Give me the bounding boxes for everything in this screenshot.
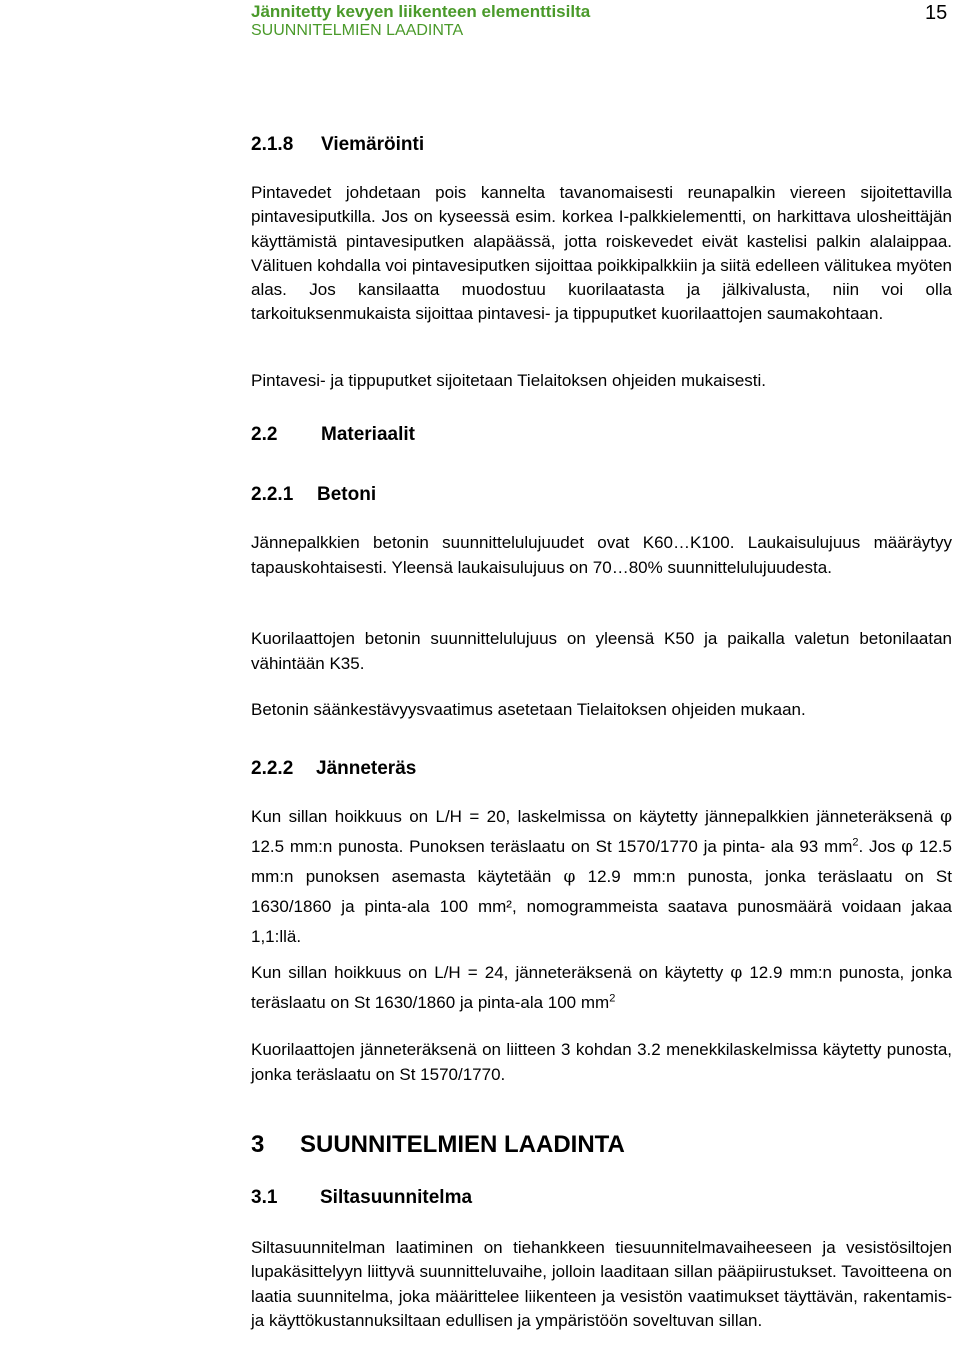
section-title-betoni: Betoni <box>317 484 377 505</box>
section-number-2-2-1: 2.2.1 <box>251 484 294 505</box>
section-title-viemarointi: Viemäröinti <box>321 134 425 155</box>
superscript-2: 2 <box>609 992 616 1005</box>
superscript-2: 2 <box>852 836 859 849</box>
paragraph-drainage-2: Pintavesi- ja tippuputket sijoitetaan Tielaitoksen ohjeiden mukaisesti. <box>251 371 767 390</box>
section-number-2-2-2: 2.2.2 <box>251 758 294 779</box>
section-number-3-1: 3.1 <box>251 1187 278 1208</box>
phi-symbol: φ <box>730 963 743 983</box>
phi-symbol: φ <box>940 807 952 827</box>
paragraph-steel-1 <box>251 802 952 952</box>
paragraph-concrete-1: Jännepalkkien betonin suunnittelulujuudet ovat K60…K100. Laukaisulujuus määräytyy tapauskohtaisesti. Yleensä laukaisulujuus on 70…80% suunnittelulujuudesta. <box>251 533 952 577</box>
section-title-siltasuunnitelma: Siltasuunnitelma <box>320 1187 473 1208</box>
section-title-materiaalit: Materiaalit <box>321 424 415 445</box>
section-number-2-2: 2.2 <box>251 424 278 445</box>
steel-1-part-a: Kun sillan hoikkuus on L/H = 20, laskelmissa on käytetty jännepalkkien jänneteräksenä <box>251 807 941 826</box>
steel-1-part-b: 12.5 mm:n punosta. Punoksen teräslaatu on St 1570/1770 ja pinta- ala 93 mm <box>251 837 853 856</box>
paragraph-drainage-1: Pintavedet johdetaan pois kannelta tavanomaisesti reunapalkin viereen sijoitettavilla pintavesiputkilla. Jos on kyseessä esim. korkea I-palkkielementti, on harkittava ulosheittäjän käyttämistä pintavesiputken alapäässä, jotta roiskevedet eivät kastelisi palkin alalaippaa. Välituen kohdalla voi pintavesiputken sijoittaa poikkipalkkiin ja siitä edelleen välitukea myöten alas. Jos kansilaatta muodostuu kuorilaatasta ja jälkivalusta, niin voi olla tarkoituksenmukaista sijoittaa pintavesi- ja tippuputket kuorilaattojen saumakohtaan. <box>251 183 952 324</box>
section-title-suunnitelmien-laadinta: SUUNNITELMIEN LAADINTA <box>300 1131 625 1158</box>
paragraph-concrete-3: Betonin säänkestävyysvaatimus asetetaan Tielaitoksen ohjeiden mukaan. <box>251 700 806 719</box>
steel-2-part-a: Kun sillan hoikkuus on L/H = 24, jänneteräksenä on käytetty <box>251 963 731 982</box>
paragraph-plan-1: Siltasuunnitelman laatiminen on tiehankkeen tiesuunnitelmavaiheeseen ja vesistösiltojen lupakäsittelyyn liittyvä suunnitteluvaihe, jolloin laaditaan sillan pääpiirustukset. Tavoitteena on laatia suunnitelma, joka määrittelee liikenteen ja vesistön vaatimukset täyttävän, rakentamis- ja käyttökustannuksiltaan edullisen ja ympäristöön soveltuvan sillan. <box>251 1238 952 1330</box>
section-title-janneteras: Jänneteräs <box>316 758 417 779</box>
paragraph-concrete-2: Kuorilaattojen betonin suunnittelulujuus on yleensä K50 ja paikalla valetun betonilaatan vähintään K35. <box>251 629 952 673</box>
section-number-3: 3 <box>251 1131 265 1158</box>
page-number: 15 <box>925 2 948 24</box>
header-subtitle: SUUNNITELMIEN LAADINTA <box>251 22 464 39</box>
phi-symbol: φ <box>901 837 914 857</box>
steel-1-part-e: 12.9 mm:n punosta, jonka teräslaatu on St 1630/1860 ja pinta-ala 100 mm², nomogrammeista saatava punosmäärä voidaan jakaa 1,1:llä. <box>251 867 952 946</box>
steel-2-part-b: 12.9 mm:n punosta, jonka teräslaatu on St 1630/1860 ja pinta-ala 100 mm <box>251 963 952 1012</box>
paragraph-steel-2 <box>251 958 952 1018</box>
phi-symbol: φ <box>563 867 576 887</box>
section-number-2-1-8: 2.1.8 <box>251 134 294 155</box>
steel-1-part-d: 12.5 mm:n punoksen asemasta käytetään <box>251 837 952 886</box>
header-title: Jännitetty kevyen liikenteen elementtisilta <box>251 2 591 21</box>
paragraph-steel-3: Kuorilaattojen jänneteräksenä on liitteen 3 kohdan 3.2 menekkilaskelmissa käytetty punosta, jonka teräslaatu on St 1570/1770. <box>251 1040 952 1084</box>
steel-1-part-c: . Jos <box>858 837 902 856</box>
